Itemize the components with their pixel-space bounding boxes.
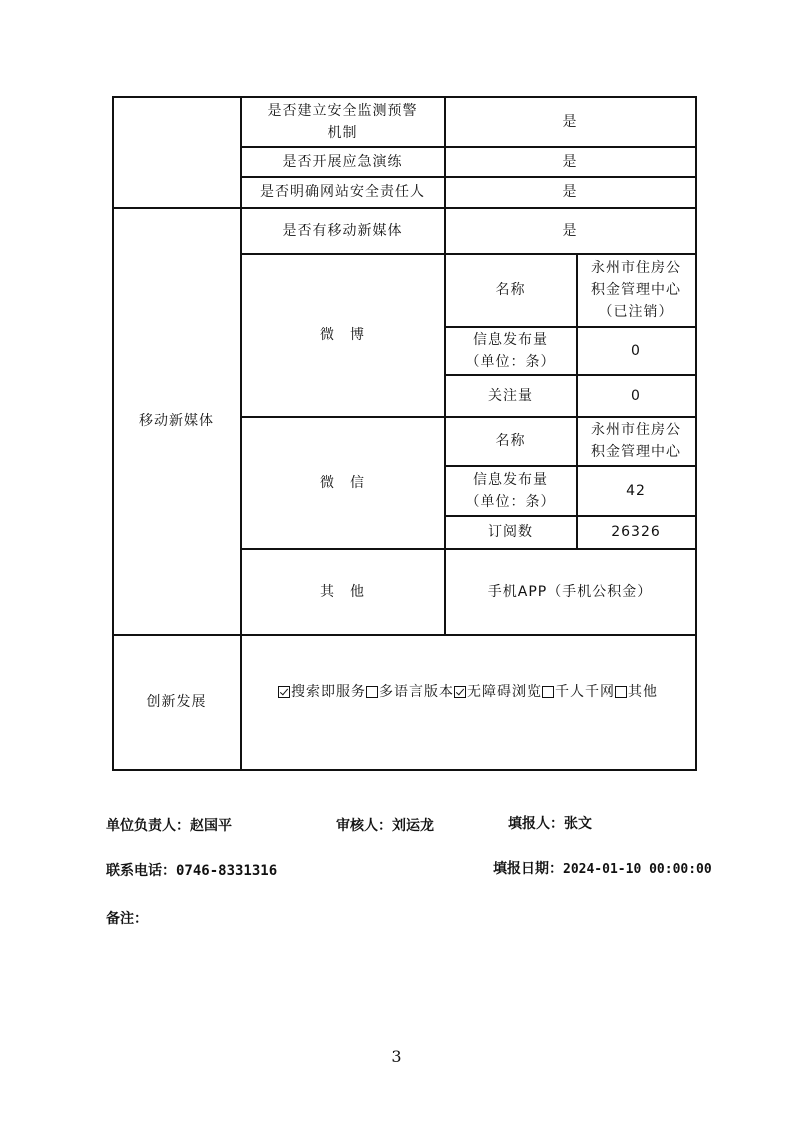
- wechat-posts-label: 信息发布量 （单位：条）: [465, 471, 556, 510]
- date-label: 填报日期：: [493, 861, 563, 877]
- wechat-label: 微 信: [320, 474, 365, 491]
- innovation-option[interactable]: [615, 681, 658, 703]
- wechat-name-label: 名称: [495, 433, 526, 449]
- security-officer-label: 是否明确网站安全责任人: [260, 184, 425, 200]
- note-line: [106, 908, 148, 928]
- checked-checkbox-icon[interactable]: [278, 686, 290, 698]
- wechat-name-value: 永州市住房公 积金管理中心: [591, 422, 681, 460]
- innovation-option[interactable]: [366, 681, 454, 703]
- wechat-subscribers-value: 26326: [611, 524, 661, 540]
- security-officer-value: 是: [562, 184, 578, 200]
- filler-label: 填报人：: [508, 816, 564, 832]
- unchecked-checkbox-icon[interactable]: [366, 686, 378, 698]
- security-monitoring-label: 是否建立安全监测预警 机制: [267, 102, 418, 141]
- weibo-followers-label: 关注量: [488, 387, 533, 404]
- owner-line: [106, 815, 232, 835]
- reviewer-value: 刘运龙: [392, 818, 434, 834]
- security-monitoring-value: 是: [562, 113, 578, 130]
- filler-value: 张文: [564, 816, 592, 832]
- weibo-posts-value: 0: [631, 342, 641, 359]
- phone-line: [106, 860, 277, 880]
- phone-label: 联系电话：: [106, 863, 176, 879]
- innovation-option-label: 千人千网: [555, 684, 615, 700]
- phone-value: 0746-8331316: [176, 863, 278, 879]
- unchecked-checkbox-icon[interactable]: [615, 686, 627, 698]
- owner-label: 单位负责人：: [106, 818, 190, 834]
- note-label: 备注：: [106, 911, 148, 927]
- innovation-options: [241, 635, 695, 769]
- weibo-label: 微 博: [320, 327, 365, 343]
- checked-checkbox-icon[interactable]: [454, 686, 466, 698]
- other-media-value: 手机APP（手机公积金）: [487, 583, 653, 600]
- owner-value: 赵国平: [190, 818, 232, 834]
- unchecked-checkbox-icon[interactable]: [542, 686, 554, 698]
- has-mobile-media-label: 是否有移动新媒体: [282, 222, 403, 239]
- innovation-option[interactable]: [454, 681, 542, 703]
- weibo-followers-value: 0: [631, 387, 641, 404]
- date-value: 2024-01-10 00:00:00: [563, 862, 712, 877]
- emergency-drill-label: 是否开展应急演练: [282, 153, 403, 170]
- mobile-media-section-label: 移动新媒体: [139, 413, 214, 429]
- innovation-option-label: 其他: [628, 684, 658, 700]
- reviewer-label: 审核人：: [336, 818, 392, 834]
- innovation-option[interactable]: [278, 681, 366, 703]
- innovation-label: 创新发展: [146, 694, 207, 710]
- other-media-label: 其 他: [320, 583, 365, 600]
- reviewer-line: [336, 815, 434, 835]
- innovation-option-label: 无障碍浏览: [467, 684, 542, 700]
- date-line: [493, 858, 712, 878]
- filler-line: [508, 813, 592, 833]
- wechat-posts-value: 42: [626, 482, 646, 499]
- has-mobile-media-value: 是: [562, 222, 578, 239]
- innovation-option-label: 多语言版本: [379, 684, 454, 700]
- page-number: 3: [391, 1047, 402, 1066]
- emergency-drill-value: 是: [562, 153, 578, 170]
- innovation-option[interactable]: [542, 681, 615, 703]
- innovation-option-label: 搜索即服务: [291, 684, 366, 700]
- weibo-name-label: 名称: [495, 282, 526, 298]
- weibo-posts-label: 信息发布量 （单位：条）: [465, 331, 556, 370]
- weibo-name-value: 永州市住房公 积金管理中心 （已注销）: [591, 260, 681, 320]
- wechat-subscribers-label: 订阅数: [488, 524, 533, 540]
